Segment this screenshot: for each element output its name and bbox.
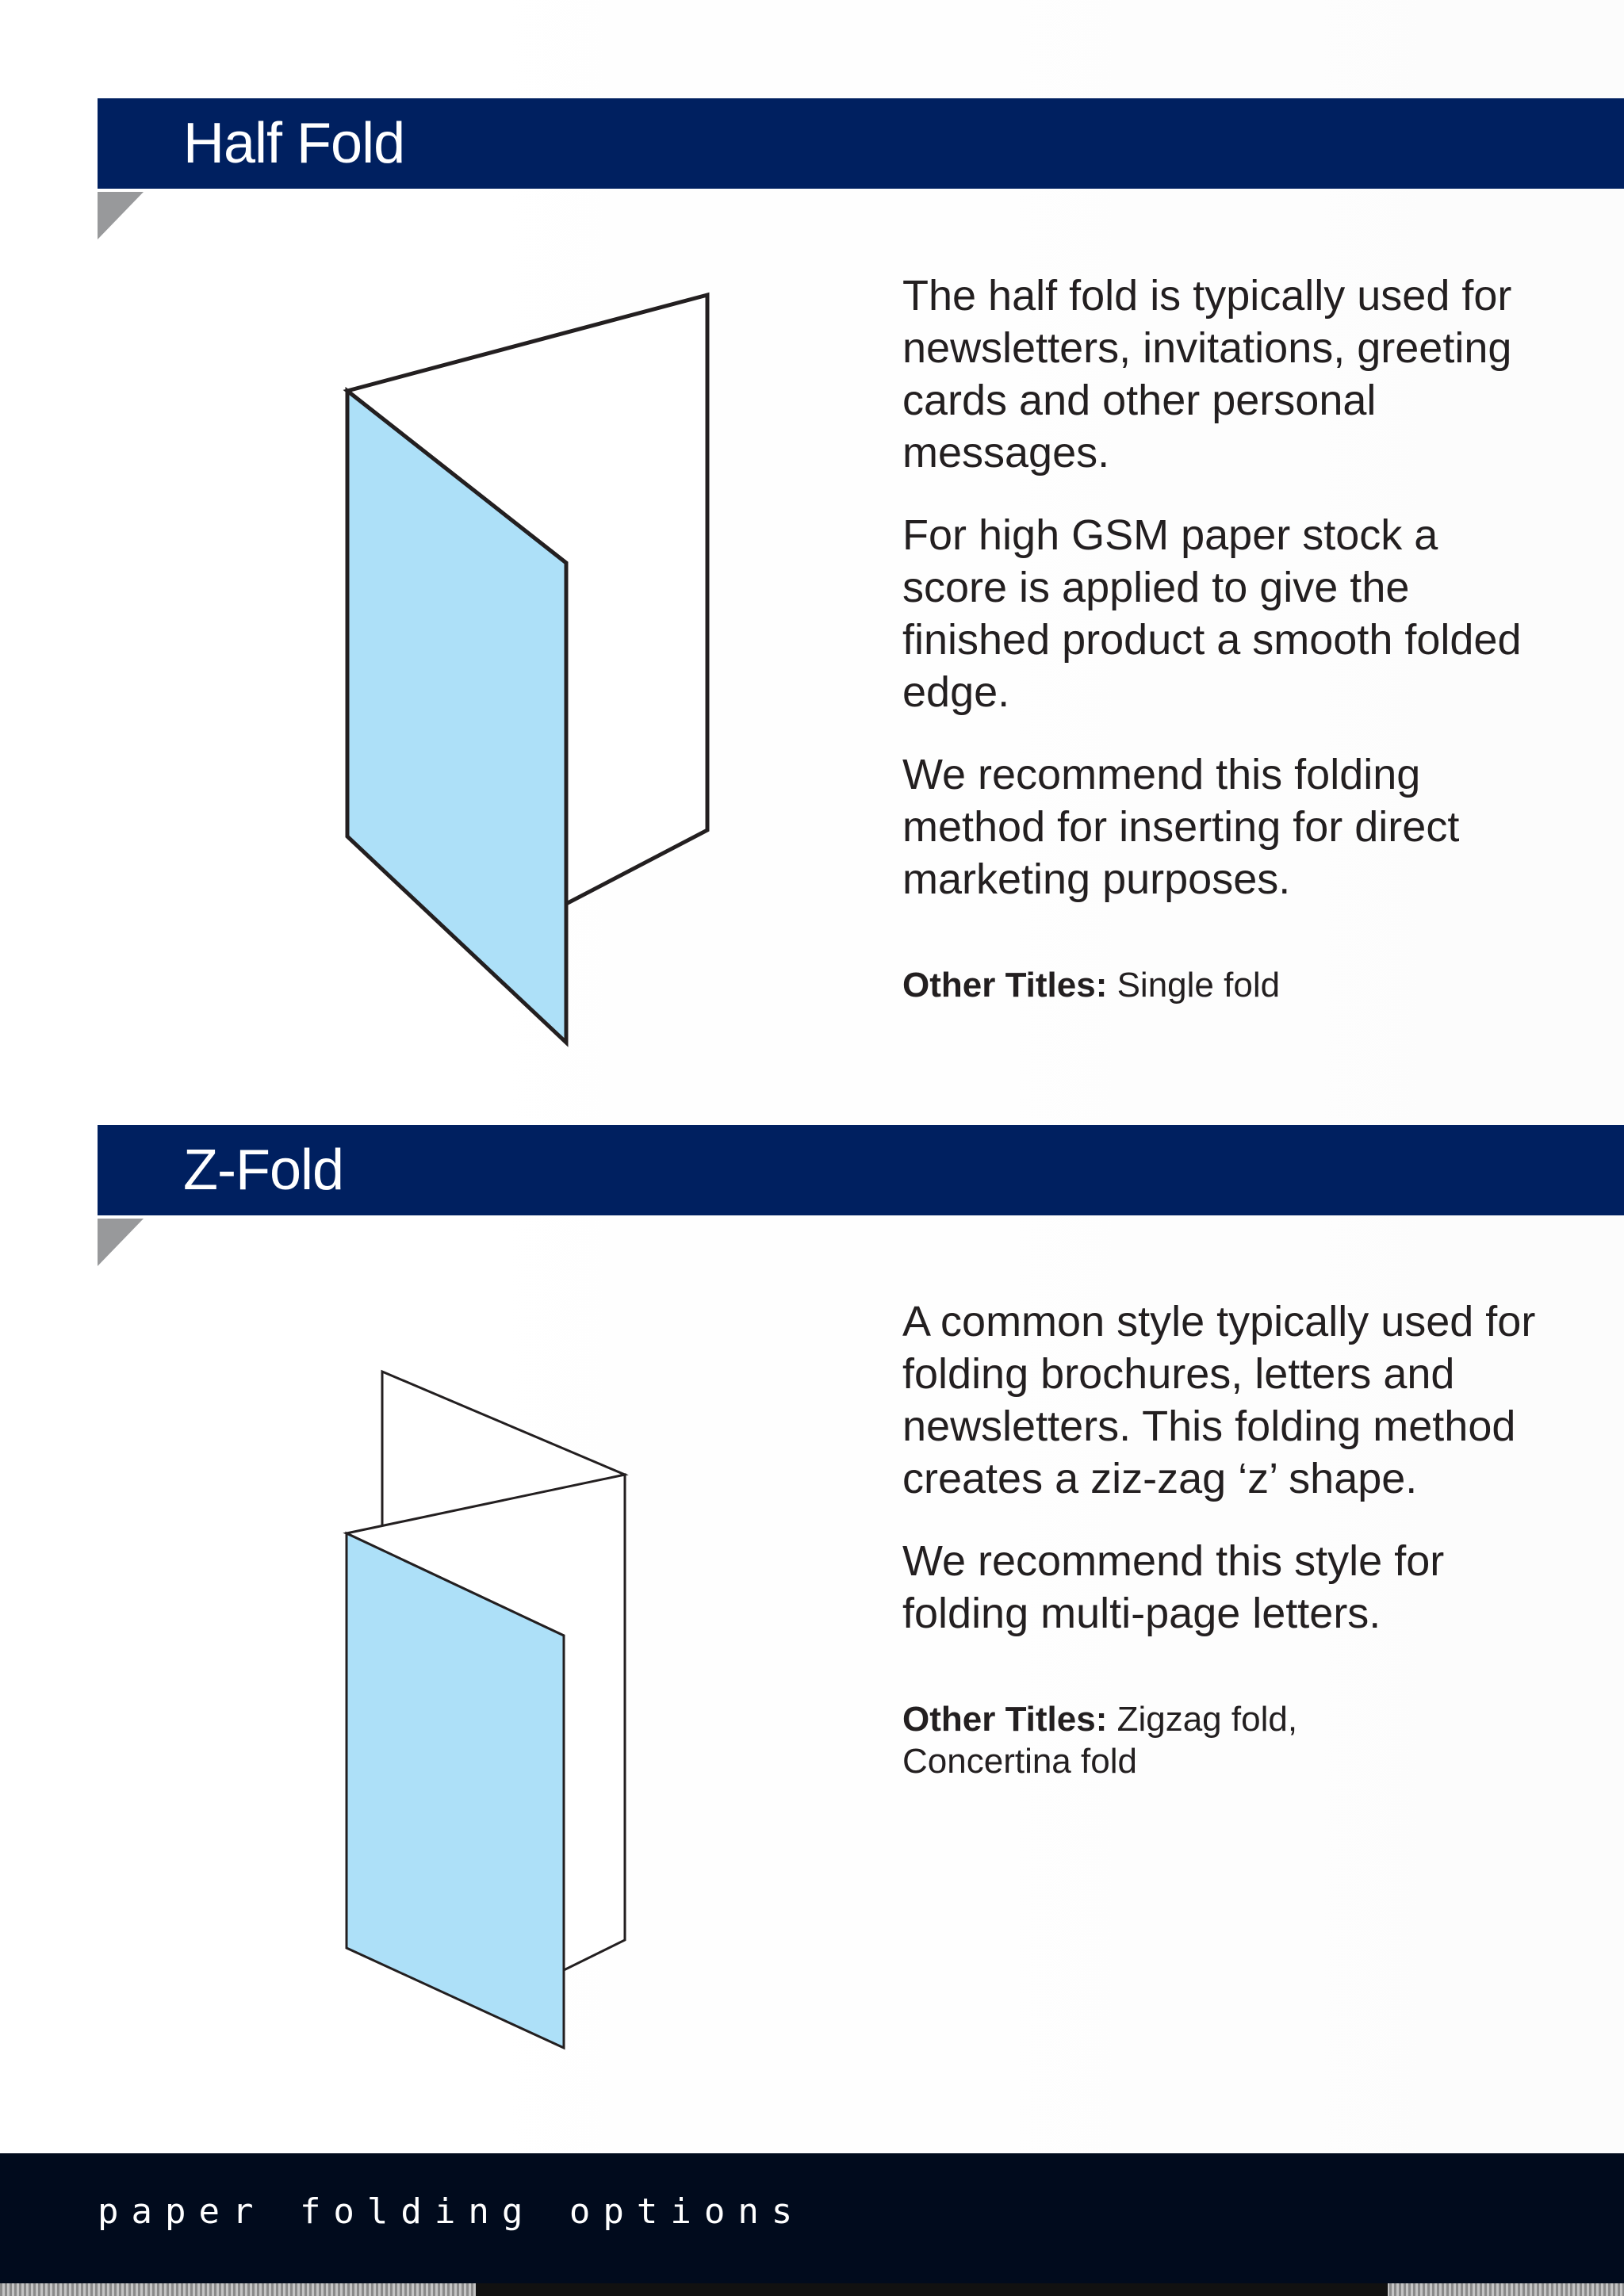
- strip-dark-band: [476, 2283, 1388, 2296]
- z-fold-illustration: [333, 1360, 650, 2057]
- section-header-z-fold: [98, 1125, 1624, 1215]
- other-titles-label: Other Titles:: [902, 966, 1108, 1004]
- z-fold-description: [902, 1295, 1537, 1782]
- section-title: Z-Fold: [183, 1138, 344, 1202]
- other-titles-value: Zigzag fold, Concertina fold: [902, 1700, 1298, 1781]
- section-header-half-fold: [98, 98, 1624, 189]
- other-titles: [902, 1698, 1346, 1782]
- other-titles-value: Single fold: [1107, 966, 1281, 1004]
- paragraph: We recommend this style for folding multi-page letters.: [902, 1537, 1445, 1637]
- bottom-decorative-strip: [0, 2283, 1624, 2296]
- paragraph: We recommend this folding method for inserting for direct marketing purposes.: [902, 751, 1460, 903]
- paragraph: The half fold is typically used for newsletters, invitations, greeting cards and other personal messages.: [902, 272, 1512, 476]
- other-titles-label: Other Titles:: [902, 1700, 1108, 1739]
- paragraph: For high GSM paper stock a score is applied to give the finished product a smooth folded edge.: [902, 511, 1522, 716]
- corner-tab-decoration: [98, 192, 144, 239]
- half-fold-description: [902, 270, 1537, 1006]
- half-fold-illustration: [333, 281, 722, 1058]
- footer-bar: [0, 2153, 1624, 2283]
- other-titles: [902, 964, 1537, 1006]
- footer-title: paper folding options: [98, 2191, 806, 2232]
- paragraph: A common style typically used for folding brochures, letters and newsletters. This folding method creates a ziz-zag ‘z’ shape.: [902, 1298, 1536, 1502]
- section-title: Half Fold: [183, 112, 405, 175]
- corner-tab-decoration: [98, 1219, 144, 1266]
